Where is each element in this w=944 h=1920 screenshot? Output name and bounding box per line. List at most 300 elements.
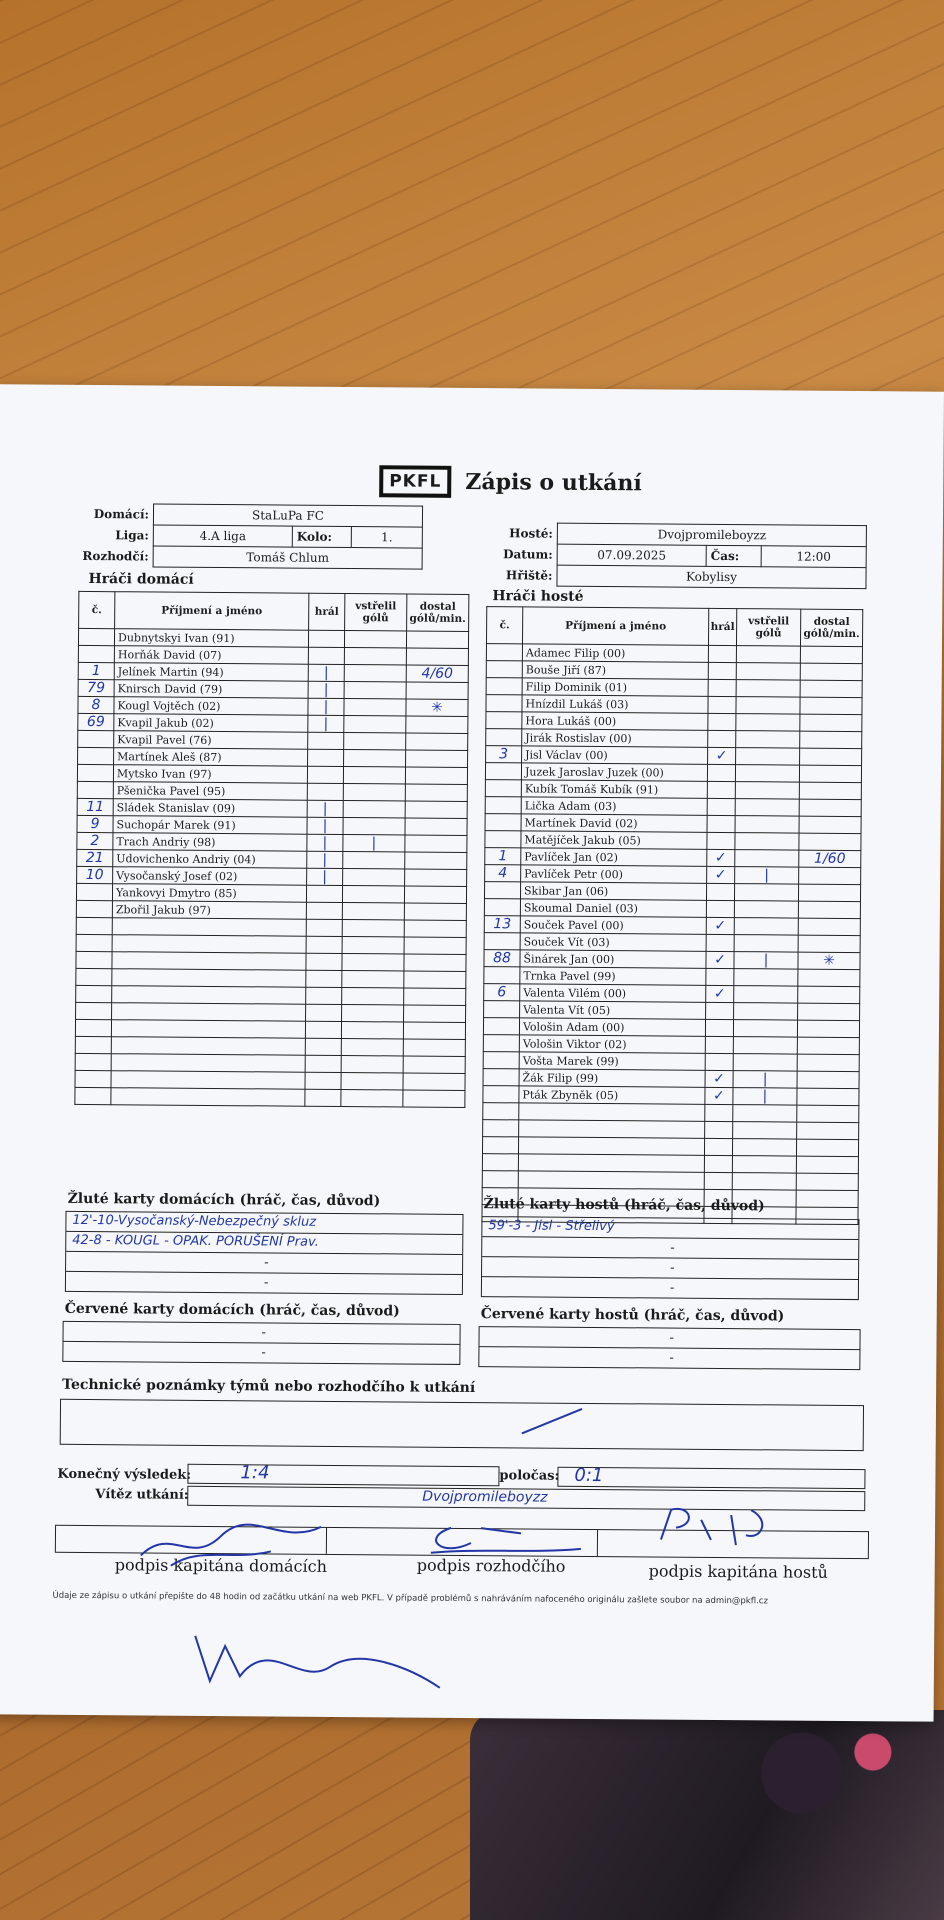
player-played <box>305 1021 341 1038</box>
player-conceded <box>800 663 862 680</box>
player-conceded <box>404 937 466 954</box>
player-num: 4 <box>485 865 521 882</box>
player-played <box>707 832 735 849</box>
player-played <box>305 1089 341 1106</box>
player-scored <box>733 1020 797 1038</box>
player-scored <box>734 901 798 919</box>
player-name: Pták Zbyněk (05) <box>519 1086 705 1104</box>
player-conceded <box>405 784 467 801</box>
player-scored <box>734 1003 798 1021</box>
yellow-away-row: - <box>482 1257 858 1280</box>
notes-strike <box>512 1398 602 1449</box>
league-label: Liga: <box>115 528 149 543</box>
player-conceded <box>404 971 466 988</box>
round-value: 1. <box>351 527 422 549</box>
player-scored <box>343 868 405 885</box>
date-value: 07.09.2025 <box>557 544 706 566</box>
away-players-title: Hráči hosté <box>492 588 584 605</box>
player-scored <box>736 663 800 681</box>
away-team-label: Hosté: <box>509 526 553 541</box>
player-name: Trnka Pavel (99) <box>520 967 706 985</box>
player-name: Martínek David (02) <box>521 814 707 832</box>
player-name: Vološin Adam (00) <box>519 1018 705 1036</box>
referee-value: Tomáš Chlum <box>153 546 422 569</box>
player-name: Adamec Filip (00) <box>522 644 708 662</box>
player-scored <box>736 697 800 715</box>
player-num <box>485 780 521 797</box>
player-scored: | <box>733 1071 797 1089</box>
player-played <box>308 732 344 749</box>
player-conceded <box>800 714 862 731</box>
player-name: Valenta Vít (05) <box>520 1001 706 1019</box>
col-name: Příjmení a jméno <box>522 607 708 645</box>
player-conceded <box>800 731 862 748</box>
col-num: č. <box>486 607 522 644</box>
red-home-box <box>62 1321 460 1365</box>
player-played <box>307 766 343 783</box>
table-row <box>78 713 468 733</box>
player-conceded: 1/60 <box>799 850 861 867</box>
player-num: 13 <box>484 916 520 933</box>
player-num <box>483 1018 519 1035</box>
player-num: 2 <box>77 832 113 849</box>
player-scored <box>343 767 405 784</box>
player-num <box>483 1103 519 1120</box>
time-label: Čas: <box>706 545 761 566</box>
player-name: Kvapil Pavel (76) <box>114 731 308 750</box>
player-num <box>484 933 520 950</box>
col-played: hrál <box>708 608 736 645</box>
player-name <box>112 918 306 937</box>
player-name: Žák Filip (99) <box>519 1069 705 1087</box>
player-scored <box>344 733 406 750</box>
player-scored <box>342 885 404 902</box>
winner-value: Dvojpromileboyzz <box>422 1488 548 1506</box>
home-team: StaLuPa FC <box>153 504 422 527</box>
player-name: Juzek Jaroslav Juzek (00) <box>521 763 707 781</box>
player-name <box>112 1003 306 1022</box>
player-played <box>704 1172 732 1189</box>
player-num <box>76 1002 112 1019</box>
player-num <box>486 678 522 695</box>
player-scored: | <box>734 952 798 970</box>
player-num <box>486 712 522 729</box>
player-name: Vološin Viktor (02) <box>519 1035 705 1053</box>
red-away-title: Červené karty hostů (hráč, čas, důvod) <box>480 1306 785 1325</box>
player-conceded <box>796 1156 858 1173</box>
player-name: Jirák Rostislav (00) <box>522 729 708 747</box>
yellow-away-row: - <box>482 1237 858 1260</box>
player-conceded <box>797 1105 859 1122</box>
col-scored: vstřelil gólů <box>736 609 800 647</box>
player-num: 88 <box>484 950 520 967</box>
yellow-home-entry: 42-8 - KOUGL - OPAK. PORUŠENÍ Prav. <box>72 1232 319 1250</box>
player-conceded <box>800 646 862 663</box>
player-played <box>706 934 734 951</box>
table-row <box>78 662 468 682</box>
player-conceded <box>405 767 467 784</box>
player-name: Kvapil Jakub (02) <box>114 714 308 733</box>
player-conceded <box>798 901 860 918</box>
report-header <box>379 465 642 499</box>
player-played <box>706 1002 734 1019</box>
player-num: 6 <box>484 984 520 1001</box>
notes-box <box>60 1399 864 1451</box>
yellow-home-entry: 12'-10-Vysočanský-Nebezpečný skluz <box>72 1212 317 1230</box>
player-scored <box>733 1054 797 1072</box>
player-name: Zbořil Jakub (97) <box>112 901 306 920</box>
player-name: Horňák David (07) <box>114 646 308 665</box>
player-played: | <box>307 868 343 885</box>
player-scored <box>736 714 800 732</box>
player-conceded <box>405 835 467 852</box>
col-played: hrál <box>309 593 345 630</box>
red-home-row: - <box>63 1322 459 1345</box>
player-scored <box>732 1173 796 1191</box>
red-away-row: - <box>669 1350 674 1366</box>
round-label: Kolo: <box>292 526 351 547</box>
player-num <box>486 644 522 661</box>
player-played: | <box>308 664 344 681</box>
player-scored <box>734 884 798 902</box>
player-num <box>482 1137 518 1154</box>
player-played <box>306 902 342 919</box>
player-num <box>78 628 114 645</box>
player-name: Hnízdil Lukáš (03) <box>522 695 708 713</box>
player-conceded <box>797 1020 859 1037</box>
player-conceded <box>403 1039 465 1056</box>
player-name: Matějíček Jakub (05) <box>521 831 707 849</box>
player-played: | <box>308 681 344 698</box>
player-conceded <box>406 733 468 750</box>
player-scored <box>734 969 798 987</box>
player-played <box>705 1036 733 1053</box>
home-info <box>61 503 423 570</box>
player-scored <box>735 765 799 783</box>
player-name: Bouše Jiří (87) <box>522 661 708 679</box>
player-conceded <box>797 1054 859 1071</box>
yellow-away-entry: 59'-3 - Jisl - Střelivý <box>488 1218 615 1235</box>
player-scored <box>343 852 405 869</box>
player-played <box>306 953 342 970</box>
player-scored: | <box>343 835 405 852</box>
player-name <box>112 969 306 988</box>
player-conceded <box>797 1071 859 1088</box>
signature-referee-label: podpis rozhodčího <box>416 1555 566 1576</box>
player-num: 9 <box>77 815 113 832</box>
player-num <box>482 1154 518 1171</box>
col-scored: vstřelil gólů <box>345 594 407 631</box>
player-num: 10 <box>77 866 113 883</box>
home-captain-signature <box>131 1505 332 1577</box>
player-scored <box>732 1156 796 1174</box>
player-scored <box>341 1055 403 1072</box>
player-conceded <box>404 1005 466 1022</box>
player-name: Vysočanský Josef (02) <box>113 867 307 886</box>
player-played <box>708 679 736 696</box>
player-scored <box>732 1139 796 1157</box>
player-scored <box>342 970 404 987</box>
player-conceded <box>796 1190 858 1207</box>
player-scored <box>344 682 406 699</box>
player-played <box>707 764 735 781</box>
player-name: Filip Dominik (01) <box>522 678 708 696</box>
winner-label: Vítěz utkání: <box>95 1487 189 1503</box>
player-name <box>519 1120 705 1138</box>
yellow-away-box <box>481 1216 860 1300</box>
player-num <box>483 1120 519 1137</box>
col-conceded: dostal gólů/min. <box>407 594 469 631</box>
home-roster-table <box>74 591 469 1108</box>
player-num <box>484 899 520 916</box>
player-scored <box>734 986 798 1004</box>
player-num: 11 <box>77 798 113 815</box>
player-played <box>308 630 344 647</box>
player-conceded <box>406 648 468 665</box>
player-scored <box>342 987 404 1004</box>
yellow-home-row: - <box>263 1275 269 1291</box>
player-scored <box>343 784 405 801</box>
player-scored <box>341 1072 403 1089</box>
player-conceded <box>799 782 861 799</box>
yellow-home-title: Žluté karty domácích (hráč, čas, důvod) <box>67 1190 381 1210</box>
player-num <box>75 1036 111 1053</box>
final-score-value: 1:4 <box>240 1462 270 1484</box>
player-name: Hora Lukáš (00) <box>522 712 708 730</box>
player-num: 79 <box>78 679 114 696</box>
player-scored <box>342 919 404 936</box>
player-played <box>305 1072 341 1089</box>
player-num <box>76 968 112 985</box>
player-name: Souček Pavel (00) <box>520 916 706 934</box>
player-played: | <box>307 817 343 834</box>
player-num <box>486 695 522 712</box>
player-num <box>485 763 521 780</box>
player-num <box>78 645 114 662</box>
player-conceded <box>799 816 861 833</box>
field-label: Hřiště: <box>505 568 553 583</box>
player-played <box>704 1155 732 1172</box>
player-num <box>78 730 114 747</box>
away-captain-signature <box>641 1499 811 1560</box>
player-conceded <box>404 954 466 971</box>
player-name: Lička Adam (03) <box>521 797 707 815</box>
red-home-row: - <box>261 1345 266 1361</box>
player-name: Valenta Vilém (00) <box>520 984 706 1002</box>
player-scored <box>736 680 800 698</box>
player-name <box>518 1154 704 1172</box>
player-played <box>708 713 736 730</box>
player-played: | <box>308 698 344 715</box>
player-num <box>76 883 112 900</box>
player-name: Skibar Jan (06) <box>520 882 706 900</box>
signature-away-label: podpis kapitána hostů <box>648 1561 828 1582</box>
player-scored <box>735 816 799 834</box>
player-conceded <box>797 1037 859 1054</box>
player-conceded <box>797 1122 859 1139</box>
player-conceded: ✳ <box>798 952 860 969</box>
table-wood-surface <box>0 0 944 400</box>
player-played <box>706 968 734 985</box>
player-num <box>485 797 521 814</box>
referee-signature <box>401 1507 601 1569</box>
player-conceded <box>404 988 466 1005</box>
player-conceded <box>406 682 468 699</box>
red-away-row: - <box>479 1327 859 1350</box>
player-conceded <box>798 986 860 1003</box>
player-num <box>77 764 113 781</box>
player-played <box>707 815 735 832</box>
final-score-box <box>187 1464 499 1486</box>
player-conceded <box>797 1088 859 1105</box>
home-team-label: Domácí: <box>93 507 150 522</box>
player-name <box>112 935 306 954</box>
player-conceded <box>405 869 467 886</box>
player-name <box>111 1071 305 1090</box>
player-name <box>112 986 306 1005</box>
player-played: ✓ <box>705 1070 733 1087</box>
home-players-title: Hráči domácí <box>88 570 194 588</box>
player-num <box>77 781 113 798</box>
player-name: Vošta Marek (99) <box>519 1052 705 1070</box>
player-played: ✓ <box>708 747 736 764</box>
player-num: 21 <box>77 849 113 866</box>
player-name: Skoumal Daniel (03) <box>520 899 706 917</box>
player-conceded <box>403 1090 465 1107</box>
player-scored <box>342 1004 404 1021</box>
player-conceded <box>405 801 467 818</box>
player-conceded <box>799 867 861 884</box>
player-scored <box>734 935 798 953</box>
player-name: Jisl Václav (00) <box>522 746 708 764</box>
player-played <box>306 987 342 1004</box>
player-conceded <box>796 1139 858 1156</box>
player-conceded <box>798 969 860 986</box>
half-score-value: 0:1 <box>574 1464 604 1487</box>
player-conceded: 4/60 <box>406 665 468 682</box>
signature-home-label: podpis kapitána domácích <box>114 1555 328 1576</box>
player-played: | <box>307 834 343 851</box>
player-name: Kougl Vojtěch (02) <box>114 697 308 716</box>
player-num <box>482 1171 518 1188</box>
player-num <box>485 831 521 848</box>
yellow-away-row: - <box>669 1280 675 1296</box>
player-scored <box>735 850 799 868</box>
report-title: Zápis o utkání <box>465 468 642 497</box>
player-played: | <box>308 715 344 732</box>
player-name: Pavlíček Petr (00) <box>521 865 707 883</box>
player-played <box>306 885 342 902</box>
yellow-home-box <box>65 1211 464 1295</box>
player-played: | <box>307 851 343 868</box>
player-played: ✓ <box>706 917 734 934</box>
player-name: Dubnytskyi Ivan (91) <box>114 629 308 648</box>
player-num <box>486 729 522 746</box>
player-scored <box>344 631 406 648</box>
player-num <box>486 661 522 678</box>
player-conceded <box>405 852 467 869</box>
notes-title: Technické poznámky týmů nebo rozhodčího k utkání <box>62 1376 476 1397</box>
player-num <box>483 1086 519 1103</box>
player-conceded <box>798 935 860 952</box>
player-played <box>306 970 342 987</box>
player-played <box>706 883 734 900</box>
player-name: Kubík Tomáš Kubík (91) <box>521 780 707 798</box>
field-value: Kobylisy <box>557 565 866 588</box>
player-conceded <box>799 833 861 850</box>
col-conceded: dostal gólů/min. <box>800 609 862 646</box>
player-scored <box>341 1038 403 1055</box>
player-scored <box>343 818 405 835</box>
player-played: ✓ <box>707 849 735 866</box>
player-num <box>483 1069 519 1086</box>
red-home-title: Červené karty domácích (hráč, čas, důvod) <box>64 1300 400 1320</box>
player-name: Udovichenko Andriy (04) <box>113 850 307 869</box>
player-num <box>76 934 112 951</box>
player-num: 69 <box>78 713 114 730</box>
player-name: Knirsch David (79) <box>114 680 308 699</box>
player-scored <box>341 1089 403 1106</box>
player-scored <box>736 748 800 766</box>
player-conceded <box>800 697 862 714</box>
table-row <box>75 1087 465 1107</box>
player-conceded <box>405 818 467 835</box>
player-conceded <box>403 1056 465 1073</box>
player-played: ✓ <box>706 951 734 968</box>
footer-note: Údaje ze zápisu o utkání přepište do 48 hodin od začátku utkání na web PKFL. V případě problémů s nahráváním nafoceného originálu zašlete soubor na admin@pkfl.cz <box>52 1590 768 1607</box>
player-conceded: ✳ <box>406 699 468 716</box>
col-num: č. <box>79 591 115 628</box>
player-scored <box>733 1122 797 1140</box>
player-conceded <box>800 680 862 697</box>
player-conceded <box>798 918 860 935</box>
player-played <box>306 936 342 953</box>
player-conceded <box>406 631 468 648</box>
player-played <box>308 647 344 664</box>
player-played <box>705 1121 733 1138</box>
player-played: ✓ <box>706 985 734 1002</box>
player-played: ✓ <box>707 866 735 883</box>
player-conceded <box>799 799 861 816</box>
player-name: Jelínek Martin (94) <box>114 663 308 682</box>
table-row <box>485 848 861 868</box>
player-played <box>308 749 344 766</box>
player-name <box>518 1171 704 1189</box>
yellow-away-title: Žluté karty hostů (hráč, čas, důvod) <box>483 1196 765 1215</box>
player-conceded <box>798 1003 860 1020</box>
player-scored <box>341 1021 403 1038</box>
player-scored <box>736 646 800 664</box>
player-num <box>76 900 112 917</box>
player-played <box>306 1004 342 1021</box>
away-team: Dvojpromileboyzz <box>557 523 866 546</box>
player-name <box>112 952 306 971</box>
player-name: Mytsko Ivan (97) <box>113 765 307 784</box>
player-conceded <box>798 884 860 901</box>
player-name: Yankovyi Dmytro (85) <box>112 884 306 903</box>
player-played <box>705 1104 733 1121</box>
player-conceded <box>403 1022 465 1039</box>
player-name: Souček Vít (03) <box>520 933 706 951</box>
player-scored: | <box>733 1088 797 1106</box>
player-name <box>111 1020 305 1039</box>
away-roster-table <box>481 606 863 1225</box>
player-name: Martínek Aleš (87) <box>114 748 308 767</box>
player-name <box>111 1037 305 1056</box>
player-played: | <box>307 800 343 817</box>
player-conceded <box>404 886 466 903</box>
background-objects <box>470 1710 944 1920</box>
